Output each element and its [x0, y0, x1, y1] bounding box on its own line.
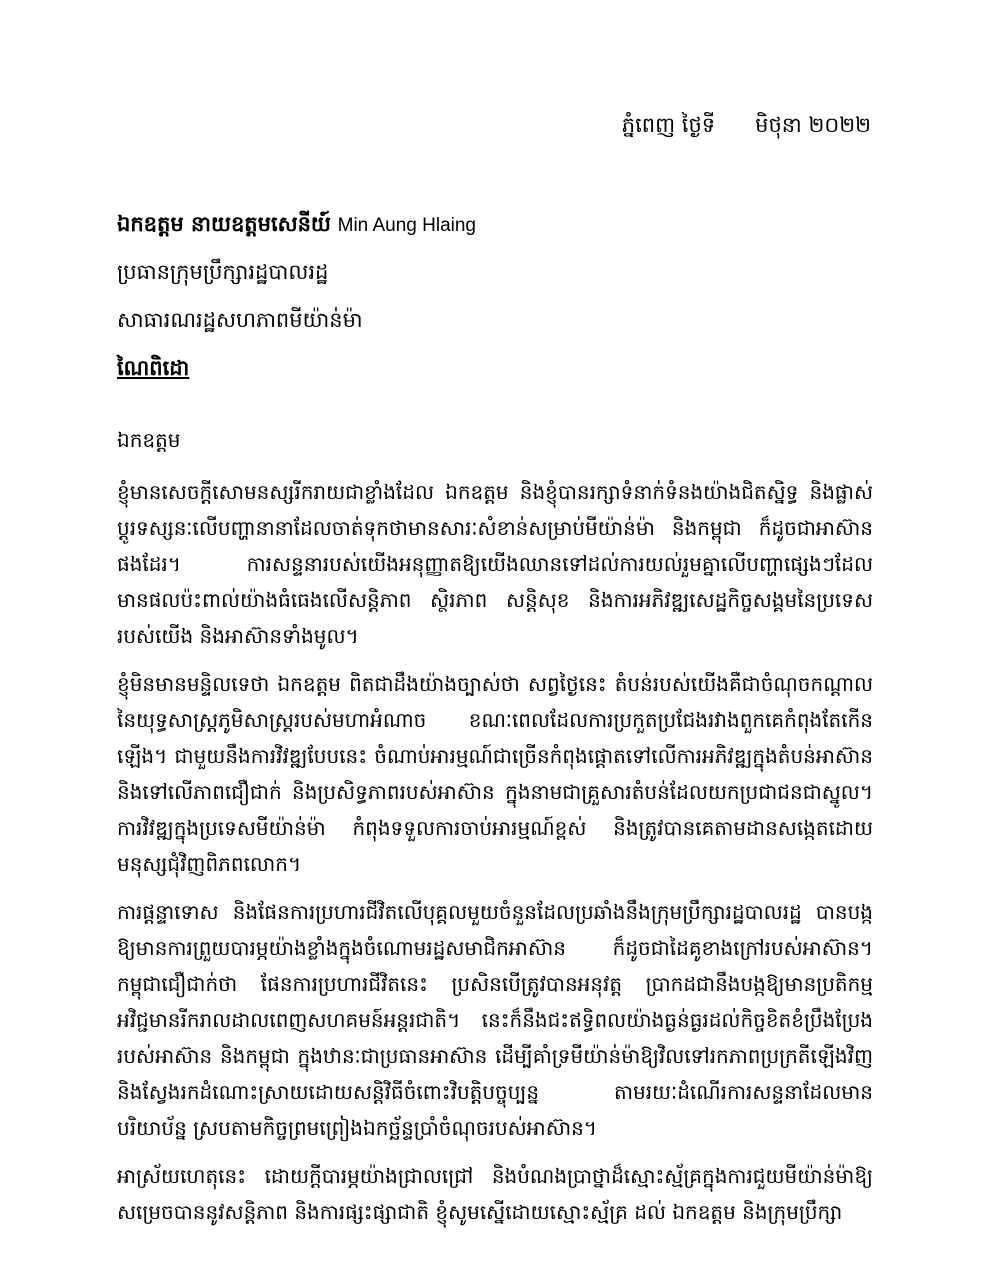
addressee-country: សាធារណរដ្ឋសហភាពមីយ៉ាន់ម៉ា — [117, 308, 363, 332]
paragraph-1: ខ្ញុំមានសេចក្តីសោមនស្សរីករាយជាខ្លាំងដែល ឯកឧត្តម និងខ្ញុំបានរក្សាទំនាក់ទំនងយ៉ាងជិតស្និទ្ធ និងផ្លាស់ប្តូរទស្សនៈលើបញ្ហានានាដែលចាត់ទុកថាមានសារៈសំខាន់សម្រាប់មីយ៉ាន់ម៉ា និងកម្ពុជា ក៏ដូចជាអាស៊ានផងដែរ។ ការសន្ទនារបស់យើងអនុញ្ញាតឱ្យយើងឈានទៅដល់ការយល់រួមគ្នាលើបញ្ហាផ្សេងៗដែលមានផលប៉ះពាល់យ៉ាងធំធេងលើសន្តិភាព ស្ថិរភាព សន្តិសុខ និងការអភិវឌ្ឍសេដ្ឋកិច្ចសង្គមនៃប្រទេសរបស់យើង និងអាស៊ានទាំងមូល។ — [117, 480, 873, 648]
addressee-title: ឯកឧត្តម នាយឧត្តមសេនីយ៍ — [117, 212, 331, 236]
addressee-name-line — [117, 200, 877, 248]
addressee-location: ណៃពិដោ — [117, 356, 190, 380]
letter-body — [117, 420, 873, 1242]
paragraph-4: អាស្រ័យហេតុនេះ ដោយក្តីបារម្ភយ៉ាងជ្រាលជ្រៅ និងបំណងប្រាថ្នាដ៏ស្មោះស្ម័គ្រក្នុងការជួយមីយ៉ាន់ម៉ាឱ្យសម្រេចបាននូវសន្តិភាព និងការផ្សះផ្សាជាតិ ខ្ញុំសូមស្នើដោយស្មោះស្ម័គ្រ ដល់ ឯកឧត្តម និងក្រុមប្រឹក្សា — [117, 1164, 873, 1224]
addressee-position: ប្រធានក្រុមប្រឹក្សារដ្ឋបាលរដ្ឋ — [117, 260, 329, 284]
date-line — [622, 112, 871, 143]
addressee-block — [117, 200, 877, 392]
date-suffix: មិថុនា ២០២២ — [755, 113, 871, 137]
paragraph-2: ខ្ញុំមិនមានមន្ទិលទេថា ឯកឧត្តម ពិតជាដឹងយ៉ាងច្បាស់ថា សព្វថ្ងៃនេះ តំបន់របស់យើងគឺជាចំណុចកណ្តាលនៃយុទ្ធសាស្ត្រភូមិសាស្ត្ររបស់មហាអំណាច ខណៈពេលដែលការប្រកួតប្រជែងរវាងពួកគេកំពុងតែកើនឡើង។ ជាមួយនឹងការវិវឌ្ឍបែបនេះ ចំណាប់អារម្មណ៍ជាច្រើនកំពុងផ្តោតទៅលើការអភិវឌ្ឍក្នុងតំបន់អាស៊ាន និងទៅលើភាពជឿជាក់ និងប្រសិទ្ធភាពរបស់អាស៊ាន ក្នុងនាមជាគ្រួសារតំបន់ដែលយកប្រជាជនជាស្នូល។ ការវិវឌ្ឍក្នុងប្រទេសមីយ៉ាន់ម៉ា កំពុងទទួលការចាប់អារម្មណ៍ខ្ពស់ និងត្រូវបានគេតាមដានសង្កេតដោយមនុស្សជុំវិញពិភពលោក។ — [117, 672, 873, 876]
salutation: ឯកឧត្តម — [117, 428, 181, 452]
date-prefix: ភ្នំពេញ ថ្ងៃទី — [621, 113, 716, 137]
paragraph-3: ការផ្តន្ទាទោស និងផែនការប្រហារជីវិតលើបុគ្គលមួយចំនួនដែលប្រឆាំងនឹងក្រុមប្រឹក្សារដ្ឋបាលរដ្ឋ បានបង្កឱ្យមានការព្រួយបារម្ភយ៉ាងខ្លាំងក្នុងចំណោមរដ្ឋសមាជិកអាស៊ាន ក៏ដូចជាដៃគូខាងក្រៅរបស់អាស៊ាន។ កម្ពុជាជឿជាក់ថា ផែនការប្រហារជីវិតនេះ ប្រសិនបើត្រូវបានអនុវត្ត ប្រាកដជានឹងបង្កឱ្យមានប្រតិកម្មអវិជ្ជមានរីករាលដាលពេញសហគមន៍អន្តរជាតិ។ នេះក៏នឹងជះឥទ្ធិពលយ៉ាងធ្ងន់ធ្ងរដល់កិច្ចខិតខំប្រឹងប្រែងរបស់អាស៊ាន និងកម្ពុជា ក្នុងឋានៈជាប្រធានអាស៊ាន ដើម្បីគាំទ្រមីយ៉ាន់ម៉ាឱ្យវិលទៅរកភាពប្រក្រតីឡើងវិញ និងស្វែងរកដំណោះស្រាយដោយសន្តិវិធីចំពោះវិបត្តិបច្ចុប្បន្ន តាមរយៈដំណើរការសន្ទនាដែលមានបរិយាប័ន្ន ស្របតាមកិច្ចព្រមព្រៀងឯកច្ឆ័ន្ទប្រាំចំណុចរបស់អាស៊ាន។ — [117, 900, 873, 1140]
addressee-name: Min Aung Hlaing — [337, 215, 476, 236]
